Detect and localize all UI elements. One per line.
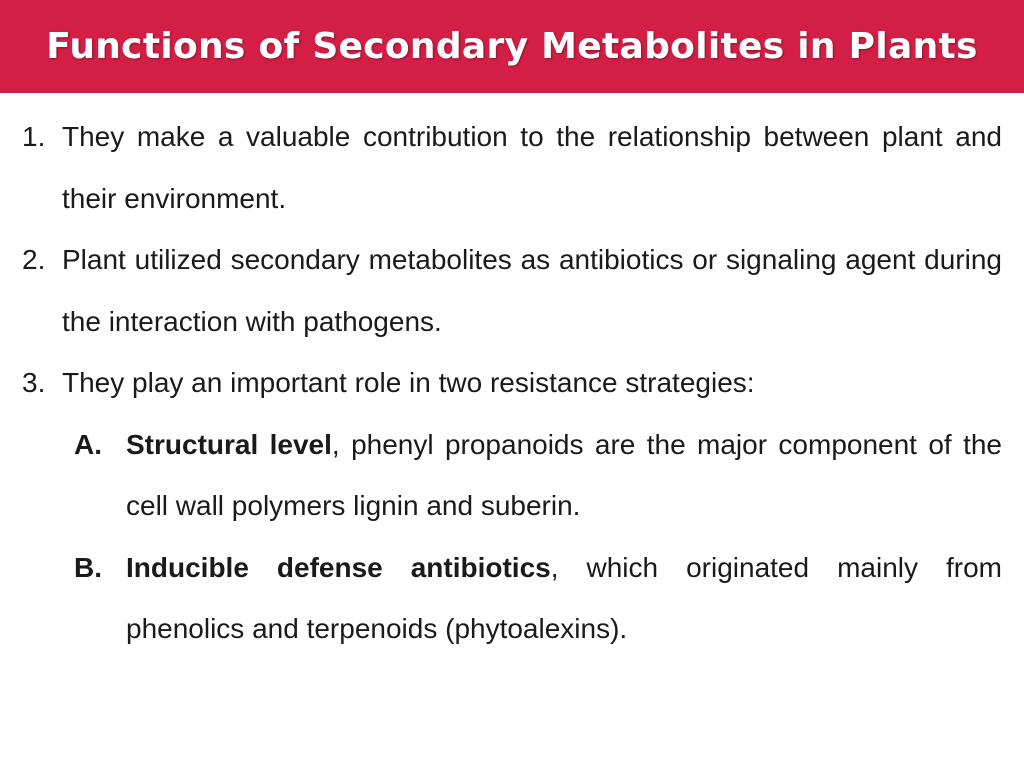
list-item-number: 1. — [22, 121, 46, 152]
list-item-text: They make a valuable contribution to the relationship between plant and their environment. — [62, 121, 1002, 214]
list-item-text: They play an important role in two resistance strategies: — [62, 367, 755, 398]
list-item-number: 3. — [22, 367, 46, 398]
sub-list-item-letter: A. — [74, 428, 102, 460]
sub-list-item-bold-term: Inducible defense antibiotics — [126, 551, 551, 583]
list-item-text: Plant utilized secondary metabolites as antibiotics or signaling agent during the interaction with pathogens. — [62, 244, 1002, 337]
slide-content — [22, 106, 1002, 660]
list-item — [22, 106, 1002, 229]
sub-list-item-text: , which originated mainly from phenolics and terpenoids (phytoalexins). — [126, 551, 1002, 644]
sub-list-item-bold-term: Structural level — [126, 428, 332, 460]
list-item — [22, 229, 1002, 352]
sub-list-item-letter: B. — [74, 551, 102, 583]
title-bar — [0, 0, 1024, 93]
sub-list-item — [22, 537, 1002, 660]
list-item — [22, 352, 1002, 414]
list-item-number: 2. — [22, 244, 46, 275]
sub-list-item — [22, 414, 1002, 537]
slide-title: Functions of Secondary Metabolites in Plants — [46, 26, 978, 67]
sub-list-item-text: , phenyl propanoids are the major component of the cell wall polymers lignin and suberin. — [126, 428, 1002, 521]
